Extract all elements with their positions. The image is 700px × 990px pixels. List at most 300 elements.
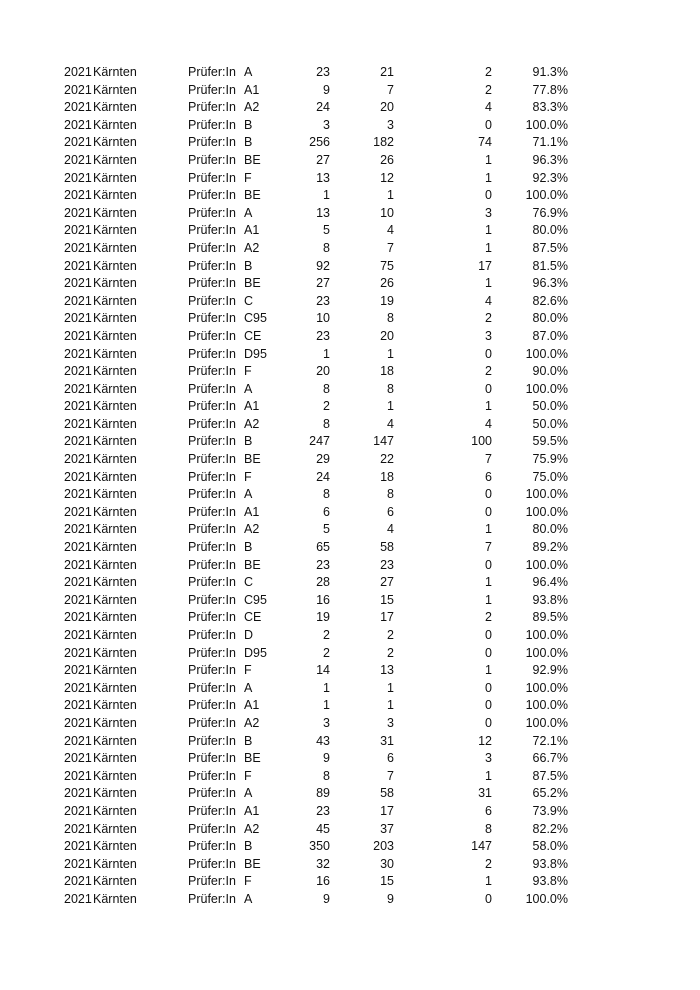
region-cell: Kärnten xyxy=(93,469,137,484)
total-cell: 2 xyxy=(323,645,330,660)
passed-cell: 37 xyxy=(380,821,394,836)
role-cell: Prüfer:In xyxy=(188,469,236,484)
role-cell: Prüfer:In xyxy=(188,188,236,203)
failed-cell: 0 xyxy=(485,346,492,361)
region-cell: Kärnten xyxy=(93,803,137,818)
role-cell: Prüfer:In xyxy=(188,821,236,836)
class-cell: BE xyxy=(244,452,261,467)
rate-cell: 87.5% xyxy=(532,768,568,783)
year-cell: 2021 xyxy=(64,645,92,660)
failed-cell: 12 xyxy=(478,733,492,748)
failed-cell: 0 xyxy=(485,504,492,519)
failed-cell: 3 xyxy=(485,751,492,766)
rate-cell: 66.7% xyxy=(532,751,568,766)
role-cell: Prüfer:In xyxy=(188,258,236,273)
rate-cell: 87.5% xyxy=(532,240,568,255)
year-cell: 2021 xyxy=(64,839,92,854)
passed-cell: 6 xyxy=(387,504,394,519)
region-cell: Kärnten xyxy=(93,381,137,396)
class-cell: A2 xyxy=(244,522,260,537)
rate-cell: 93.8% xyxy=(532,856,568,871)
rate-cell: 100.0% xyxy=(525,698,568,713)
region-cell: Kärnten xyxy=(93,346,137,361)
region-cell: Kärnten xyxy=(93,751,137,766)
failed-cell: 4 xyxy=(485,293,492,308)
year-cell: 2021 xyxy=(64,487,92,502)
year-cell: 2021 xyxy=(64,258,92,273)
class-cell: A2 xyxy=(244,416,260,431)
role-cell: Prüfer:In xyxy=(188,381,236,396)
table-row xyxy=(0,768,700,786)
year-cell: 2021 xyxy=(64,82,92,97)
table-row xyxy=(0,592,700,610)
passed-cell: 12 xyxy=(380,170,394,185)
role-cell: Prüfer:In xyxy=(188,733,236,748)
rate-cell: 96.3% xyxy=(532,152,568,167)
role-cell: Prüfer:In xyxy=(188,786,236,801)
rate-cell: 82.6% xyxy=(532,293,568,308)
total-cell: 3 xyxy=(323,715,330,730)
failed-cell: 0 xyxy=(485,487,492,502)
failed-cell: 1 xyxy=(485,522,492,537)
passed-cell: 20 xyxy=(380,100,394,115)
total-cell: 3 xyxy=(323,117,330,132)
passed-cell: 10 xyxy=(380,205,394,220)
failed-cell: 0 xyxy=(485,698,492,713)
failed-cell: 0 xyxy=(485,381,492,396)
year-cell: 2021 xyxy=(64,117,92,132)
year-cell: 2021 xyxy=(64,434,92,449)
class-cell: F xyxy=(244,364,252,379)
total-cell: 27 xyxy=(316,276,330,291)
region-cell: Kärnten xyxy=(93,487,137,502)
failed-cell: 0 xyxy=(485,188,492,203)
failed-cell: 2 xyxy=(485,65,492,79)
rate-cell: 100.0% xyxy=(525,645,568,660)
region-cell: Kärnten xyxy=(93,276,137,291)
class-cell: F xyxy=(244,663,252,678)
passed-cell: 18 xyxy=(380,469,394,484)
year-cell: 2021 xyxy=(64,152,92,167)
class-cell: F xyxy=(244,874,252,889)
year-cell: 2021 xyxy=(64,575,92,590)
class-cell: BE xyxy=(244,856,261,871)
table-row xyxy=(0,222,700,240)
passed-cell: 8 xyxy=(387,381,394,396)
passed-cell: 58 xyxy=(380,786,394,801)
rate-cell: 93.8% xyxy=(532,874,568,889)
year-cell: 2021 xyxy=(64,715,92,730)
failed-cell: 147 xyxy=(471,839,492,854)
class-cell: CE xyxy=(244,328,262,343)
failed-cell: 8 xyxy=(485,821,492,836)
total-cell: 2 xyxy=(323,628,330,642)
failed-cell: 2 xyxy=(485,311,492,326)
failed-cell: 2 xyxy=(485,82,492,97)
rate-cell: 89.2% xyxy=(532,540,568,555)
table-row xyxy=(0,117,700,135)
year-cell: 2021 xyxy=(64,416,92,431)
rate-cell: 73.9% xyxy=(532,803,568,818)
table-row xyxy=(0,627,700,645)
total-cell: 8 xyxy=(323,240,330,255)
total-cell: 45 xyxy=(316,821,330,836)
table-row xyxy=(0,750,700,768)
class-cell: D xyxy=(244,628,254,642)
failed-cell: 17 xyxy=(478,258,492,273)
total-cell: 256 xyxy=(309,135,330,150)
role-cell: Prüfer:In xyxy=(188,328,236,343)
total-cell: 43 xyxy=(316,733,330,748)
class-cell: B xyxy=(244,117,253,132)
table-row xyxy=(0,328,700,346)
table-row xyxy=(0,398,700,416)
year-cell: 2021 xyxy=(64,100,92,115)
region-cell: Kärnten xyxy=(93,258,137,273)
region-cell: Kärnten xyxy=(93,100,137,115)
failed-cell: 3 xyxy=(485,205,492,220)
total-cell: 29 xyxy=(316,452,330,467)
region-cell: Kärnten xyxy=(93,698,137,713)
role-cell: Prüfer:In xyxy=(188,557,236,572)
total-cell: 1 xyxy=(323,346,330,361)
total-cell: 8 xyxy=(323,487,330,502)
rate-cell: 75.0% xyxy=(532,469,568,484)
region-cell: Kärnten xyxy=(93,152,137,167)
region-cell: Kärnten xyxy=(93,205,137,220)
class-cell: C xyxy=(244,293,254,308)
class-cell: BE xyxy=(244,152,261,167)
table-row xyxy=(0,240,700,258)
rate-cell: 100.0% xyxy=(525,715,568,730)
year-cell: 2021 xyxy=(64,504,92,519)
table-row xyxy=(0,416,700,434)
passed-cell: 22 xyxy=(380,452,394,467)
total-cell: 24 xyxy=(316,100,330,115)
role-cell: Prüfer:In xyxy=(188,487,236,502)
total-cell: 350 xyxy=(309,839,330,854)
passed-cell: 17 xyxy=(380,610,394,625)
year-cell: 2021 xyxy=(64,223,92,238)
rate-cell: 93.8% xyxy=(532,592,568,607)
region-cell: Kärnten xyxy=(93,610,137,625)
passed-cell: 182 xyxy=(373,135,394,150)
passed-cell: 4 xyxy=(387,522,394,537)
total-cell: 16 xyxy=(316,874,330,889)
total-cell: 10 xyxy=(316,311,330,326)
class-cell: A1 xyxy=(244,399,260,414)
region-cell: Kärnten xyxy=(93,839,137,854)
rate-cell: 80.0% xyxy=(532,522,568,537)
rate-cell: 75.9% xyxy=(532,452,568,467)
table-row xyxy=(0,275,700,293)
total-cell: 16 xyxy=(316,592,330,607)
class-cell: A xyxy=(244,891,253,906)
year-cell: 2021 xyxy=(64,768,92,783)
failed-cell: 3 xyxy=(485,328,492,343)
year-cell: 2021 xyxy=(64,698,92,713)
class-cell: D95 xyxy=(244,346,267,361)
role-cell: Prüfer:In xyxy=(188,100,236,115)
year-cell: 2021 xyxy=(64,522,92,537)
class-cell: CE xyxy=(244,610,262,625)
passed-cell: 7 xyxy=(387,82,394,97)
rate-cell: 100.0% xyxy=(525,557,568,572)
total-cell: 23 xyxy=(316,328,330,343)
region-cell: Kärnten xyxy=(93,821,137,836)
year-cell: 2021 xyxy=(64,346,92,361)
table-row xyxy=(0,363,700,381)
total-cell: 8 xyxy=(323,416,330,431)
region-cell: Kärnten xyxy=(93,416,137,431)
role-cell: Prüfer:In xyxy=(188,610,236,625)
class-cell: C95 xyxy=(244,592,267,607)
failed-cell: 1 xyxy=(485,768,492,783)
passed-cell: 1 xyxy=(387,346,394,361)
region-cell: Kärnten xyxy=(93,117,137,132)
role-cell: Prüfer:In xyxy=(188,223,236,238)
rate-cell: 72.1% xyxy=(532,733,568,748)
class-cell: A xyxy=(244,680,253,695)
table-row xyxy=(0,803,700,821)
failed-cell: 1 xyxy=(485,399,492,414)
rate-cell: 58.0% xyxy=(532,839,568,854)
region-cell: Kärnten xyxy=(93,223,137,238)
region-cell: Kärnten xyxy=(93,786,137,801)
total-cell: 23 xyxy=(316,557,330,572)
rate-cell: 100.0% xyxy=(525,628,568,642)
region-cell: Kärnten xyxy=(93,628,137,642)
year-cell: 2021 xyxy=(64,786,92,801)
region-cell: Kärnten xyxy=(93,65,137,79)
role-cell: Prüfer:In xyxy=(188,416,236,431)
class-cell: A xyxy=(244,487,253,502)
failed-cell: 0 xyxy=(485,628,492,642)
role-cell: Prüfer:In xyxy=(188,715,236,730)
table-row xyxy=(0,205,700,223)
role-cell: Prüfer:In xyxy=(188,311,236,326)
role-cell: Prüfer:In xyxy=(188,803,236,818)
year-cell: 2021 xyxy=(64,874,92,889)
passed-cell: 58 xyxy=(380,540,394,555)
total-cell: 24 xyxy=(316,469,330,484)
failed-cell: 2 xyxy=(485,610,492,625)
total-cell: 6 xyxy=(323,504,330,519)
total-cell: 23 xyxy=(316,803,330,818)
total-cell: 8 xyxy=(323,381,330,396)
class-cell: A1 xyxy=(244,82,260,97)
year-cell: 2021 xyxy=(64,751,92,766)
role-cell: Prüfer:In xyxy=(188,452,236,467)
year-cell: 2021 xyxy=(64,135,92,150)
total-cell: 32 xyxy=(316,856,330,871)
passed-cell: 203 xyxy=(373,839,394,854)
region-cell: Kärnten xyxy=(93,540,137,555)
total-cell: 247 xyxy=(309,434,330,449)
passed-cell: 8 xyxy=(387,311,394,326)
class-cell: F xyxy=(244,170,252,185)
total-cell: 5 xyxy=(323,223,330,238)
failed-cell: 1 xyxy=(485,152,492,167)
failed-cell: 4 xyxy=(485,416,492,431)
year-cell: 2021 xyxy=(64,65,92,79)
table-row xyxy=(0,609,700,627)
rate-cell: 81.5% xyxy=(532,258,568,273)
year-cell: 2021 xyxy=(64,803,92,818)
class-cell: B xyxy=(244,839,253,854)
total-cell: 65 xyxy=(316,540,330,555)
year-cell: 2021 xyxy=(64,381,92,396)
passed-cell: 17 xyxy=(380,803,394,818)
failed-cell: 0 xyxy=(485,891,492,906)
class-cell: F xyxy=(244,768,252,783)
failed-cell: 74 xyxy=(478,135,492,150)
total-cell: 9 xyxy=(323,751,330,766)
rate-cell: 100.0% xyxy=(525,487,568,502)
role-cell: Prüfer:In xyxy=(188,293,236,308)
region-cell: Kärnten xyxy=(93,170,137,185)
passed-cell: 13 xyxy=(380,663,394,678)
class-cell: A xyxy=(244,786,253,801)
passed-cell: 26 xyxy=(380,152,394,167)
year-cell: 2021 xyxy=(64,663,92,678)
total-cell: 20 xyxy=(316,364,330,379)
role-cell: Prüfer:In xyxy=(188,874,236,889)
table-row xyxy=(0,469,700,487)
total-cell: 1 xyxy=(323,680,330,695)
rate-cell: 100.0% xyxy=(525,346,568,361)
table-row xyxy=(0,293,700,311)
failed-cell: 1 xyxy=(485,240,492,255)
class-cell: D95 xyxy=(244,645,267,660)
role-cell: Prüfer:In xyxy=(188,170,236,185)
year-cell: 2021 xyxy=(64,311,92,326)
passed-cell: 27 xyxy=(380,575,394,590)
year-cell: 2021 xyxy=(64,733,92,748)
role-cell: Prüfer:In xyxy=(188,663,236,678)
passed-cell: 2 xyxy=(387,645,394,660)
role-cell: Prüfer:In xyxy=(188,680,236,695)
failed-cell: 1 xyxy=(485,592,492,607)
table-row xyxy=(0,451,700,469)
region-cell: Kärnten xyxy=(93,733,137,748)
region-cell: Kärnten xyxy=(93,293,137,308)
region-cell: Kärnten xyxy=(93,434,137,449)
failed-cell: 6 xyxy=(485,803,492,818)
year-cell: 2021 xyxy=(64,891,92,906)
rate-cell: 65.2% xyxy=(532,786,568,801)
passed-cell: 30 xyxy=(380,856,394,871)
class-cell: B xyxy=(244,258,253,273)
failed-cell: 0 xyxy=(485,645,492,660)
table-row xyxy=(0,170,700,188)
region-cell: Kärnten xyxy=(93,82,137,97)
role-cell: Prüfer:In xyxy=(188,117,236,132)
class-cell: A2 xyxy=(244,821,260,836)
role-cell: Prüfer:In xyxy=(188,628,236,642)
passed-cell: 4 xyxy=(387,416,394,431)
class-cell: BE xyxy=(244,188,261,203)
failed-cell: 7 xyxy=(485,452,492,467)
failed-cell: 6 xyxy=(485,469,492,484)
table-row xyxy=(0,539,700,557)
role-cell: Prüfer:In xyxy=(188,504,236,519)
rate-cell: 77.8% xyxy=(532,82,568,97)
role-cell: Prüfer:In xyxy=(188,205,236,220)
year-cell: 2021 xyxy=(64,293,92,308)
passed-cell: 1 xyxy=(387,188,394,203)
failed-cell: 1 xyxy=(485,874,492,889)
role-cell: Prüfer:In xyxy=(188,751,236,766)
passed-cell: 21 xyxy=(380,65,394,79)
role-cell: Prüfer:In xyxy=(188,82,236,97)
region-cell: Kärnten xyxy=(93,856,137,871)
table-row xyxy=(0,310,700,328)
region-cell: Kärnten xyxy=(93,504,137,519)
failed-cell: 7 xyxy=(485,540,492,555)
table-row xyxy=(0,82,700,100)
passed-cell: 15 xyxy=(380,592,394,607)
role-cell: Prüfer:In xyxy=(188,152,236,167)
passed-cell: 3 xyxy=(387,715,394,730)
class-cell: A xyxy=(244,205,253,220)
failed-cell: 1 xyxy=(485,170,492,185)
passed-cell: 75 xyxy=(380,258,394,273)
year-cell: 2021 xyxy=(64,592,92,607)
region-cell: Kärnten xyxy=(93,645,137,660)
region-cell: Kärnten xyxy=(93,311,137,326)
passed-cell: 2 xyxy=(387,628,394,642)
table-row xyxy=(0,258,700,276)
total-cell: 27 xyxy=(316,152,330,167)
total-cell: 1 xyxy=(323,698,330,713)
region-cell: Kärnten xyxy=(93,522,137,537)
role-cell: Prüfer:In xyxy=(188,645,236,660)
rate-cell: 100.0% xyxy=(525,381,568,396)
year-cell: 2021 xyxy=(64,240,92,255)
rate-cell: 89.5% xyxy=(532,610,568,625)
year-cell: 2021 xyxy=(64,610,92,625)
class-cell: A2 xyxy=(244,715,260,730)
table-row xyxy=(0,891,700,909)
total-cell: 9 xyxy=(323,891,330,906)
role-cell: Prüfer:In xyxy=(188,135,236,150)
table-row xyxy=(0,785,700,803)
year-cell: 2021 xyxy=(64,856,92,871)
table-row xyxy=(0,346,700,364)
data-table xyxy=(0,64,700,909)
failed-cell: 4 xyxy=(485,100,492,115)
region-cell: Kärnten xyxy=(93,891,137,906)
class-cell: BE xyxy=(244,557,261,572)
table-row xyxy=(0,838,700,856)
failed-cell: 2 xyxy=(485,856,492,871)
total-cell: 8 xyxy=(323,768,330,783)
role-cell: Prüfer:In xyxy=(188,592,236,607)
passed-cell: 19 xyxy=(380,293,394,308)
table-row xyxy=(0,486,700,504)
failed-cell: 100 xyxy=(471,434,492,449)
region-cell: Kärnten xyxy=(93,592,137,607)
class-cell: C95 xyxy=(244,311,267,326)
table-row xyxy=(0,733,700,751)
rate-cell: 92.9% xyxy=(532,663,568,678)
table-row xyxy=(0,662,700,680)
class-cell: BE xyxy=(244,751,261,766)
table-row xyxy=(0,645,700,663)
year-cell: 2021 xyxy=(64,628,92,642)
region-cell: Kärnten xyxy=(93,715,137,730)
